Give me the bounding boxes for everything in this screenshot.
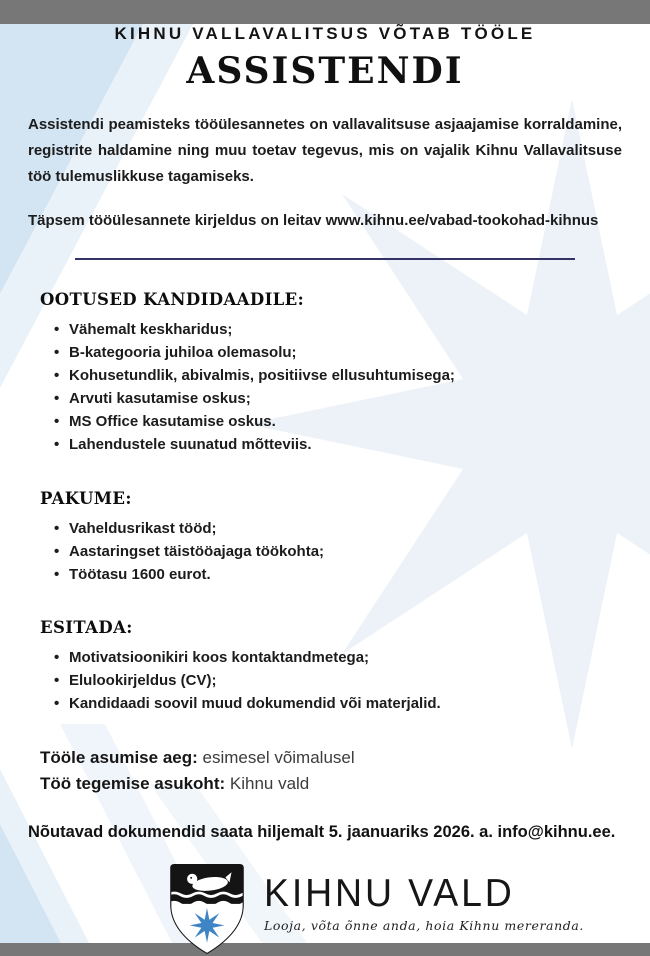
bullet-item: • Elulookirjeldus (CV); <box>40 669 610 692</box>
bullet-list <box>40 646 610 715</box>
bullet-list <box>40 318 610 456</box>
section-heading: ESITADA: <box>40 618 133 637</box>
logo-tagline: Looja, võta õnne anda, hoia Kihnu mereranda. <box>264 918 584 933</box>
detail-location <box>40 771 610 797</box>
kihnu-vald-logo <box>168 862 650 956</box>
bullet-item: • Kandidaadi soovil muud dokumendid või materjalid. <box>40 692 610 715</box>
pretitle: KIHNU VALLAVALITSUS VÕTAB TÖÖLE <box>114 24 536 43</box>
section-ootused-kandidaadile <box>40 290 610 456</box>
bullet-item: • Arvuti kasutamise oskus; <box>40 387 610 410</box>
logo-text <box>264 862 584 933</box>
job-details <box>40 745 610 797</box>
link-line: Täpsem tööülesannete kirjeldus on leitav www.kihnu.ee/vabad-tookohad-kihnus <box>28 212 599 229</box>
section-heading: PAKUME: <box>40 489 132 508</box>
bullet-item: • B-kategooria juhiloa olemasolu; <box>40 341 610 364</box>
deadline-line: Nõutavad dokumendid saata hiljemalt 5. jaanuariks 2026. a. info@kihnu.ee. <box>28 823 616 841</box>
bullet-list <box>40 517 610 586</box>
bullet-item: • Lahendustele suunatud mõtteviis. <box>40 433 610 456</box>
compass-star-icon <box>190 908 225 943</box>
bullet-item: • Vaheldusrikast tööd; <box>40 517 610 540</box>
detail-value: Kihnu vald <box>229 774 310 793</box>
intro-paragraph: Assistendi peamisteks tööülesannetes on vallavalitsuse asjaajamise korraldamine, registrite haldamine ning muu toetav tegevus, mis on vajalik Kihnu Vallavalitsuse töö tulemuslikkuse tagamiseks. <box>28 116 622 185</box>
job-advert-poster <box>0 24 650 943</box>
detail-value: esimesel võimalusel <box>202 748 355 767</box>
bullet-item: • Kohusetundlik, abivalmis, positiivse ellusuhtumisega; <box>40 364 610 387</box>
page-title: ASSISTENDI <box>186 50 464 92</box>
section-esitada <box>40 618 610 715</box>
section-pakume <box>40 489 610 586</box>
bullet-item: • Aastaringset täistööajaga töökohta; <box>40 540 610 563</box>
detail-start-time <box>40 745 610 771</box>
bullet-item: • MS Office kasutamise oskus. <box>40 410 610 433</box>
bullet-item: • Motivatsioonikiri koos kontaktandmetega; <box>40 646 610 669</box>
divider-line <box>75 258 575 260</box>
bullet-item: • Vähemalt keskharidus; <box>40 318 610 341</box>
detail-label: Tööle asumise aeg: <box>40 748 198 767</box>
bullet-item: • Töötasu 1600 eurot. <box>40 563 610 586</box>
section-heading: OOTUSED KANDIDAADILE: <box>40 290 305 309</box>
detail-label: Töö tegemise asukoht: <box>40 774 226 793</box>
coat-of-arms-icon <box>168 862 246 956</box>
logo-name: KIHNU VALD <box>264 872 515 915</box>
